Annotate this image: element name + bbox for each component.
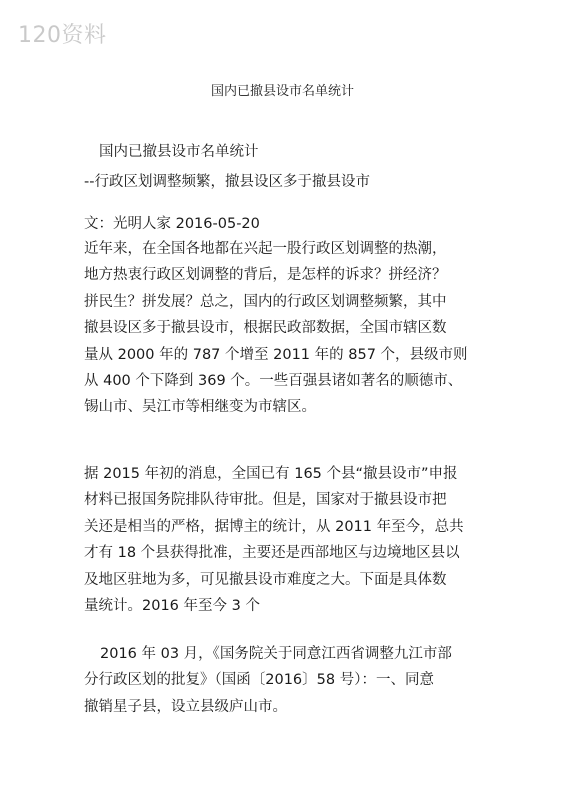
paragraph-line: 2016 年 03 月，《国务院关于同意江西省调整九江市部 [100,646,452,662]
paragraph-line: 地方热衷行政区划调整的背后，是怎样的诉求？拼经济？ [84,267,447,284]
paragraph-2016-entry [84,641,504,720]
byline: 文：光明人家 2016-05-20 [84,216,260,232]
watermark: 120资料 [18,23,107,48]
paragraph-statistics [84,461,504,619]
paragraph-line: 分行政区划的批复》（国函〔2016〕58 号）：一、同意 [84,672,434,689]
paragraph-line: 量统计。2016 年至今 3 个 [84,598,260,615]
paragraph-line: 及地区驻地为多，可见撤县设市难度之大。下面是具体数 [84,571,447,588]
paragraph-line: 量从 2000 年的 787 个增至 2011 年的 857 个，县级市则 [84,346,468,363]
paragraph-line: 拼民生？拼发展？总之，国内的行政区划调整频繁，其中 [84,293,447,310]
paragraph-line: 撤销星子县，设立县级庐山市。 [84,698,287,715]
paragraph-line: 材料已报国务院排队待审批。但是，国家对于撤县设市把 [84,492,447,509]
article-subheading: --行政区划调整频繁，撤县设区多于撤县设市 [84,174,370,190]
paragraph-line: 锡山市、吴江市等相继变为市辖区。 [84,399,316,416]
paragraph-line: 关还是相当的严格，据博主的统计，从 2011 年至今，总共 [84,518,464,535]
article-heading: 国内已撤县设市名单统计 [99,144,259,160]
paragraph-line: 近年来，在全国各地都在兴起一股行政区划调整的热潮， [84,241,447,257]
paragraph-line: 才有 18 个县获得批准，主要还是西部地区与边境地区县以 [84,545,460,562]
paragraph-line: 据 2015 年初的消息，全国已有 165 个县“撤县设市”申报 [84,466,458,482]
paragraph-line: 从 400 个下降到 369 个。一些百强县诸如著名的顺德市、 [84,373,463,390]
document-title: 国内已撤县设市名单统计 [210,84,354,99]
paragraph-line: 撤县设区多于撤县设市，根据民政部数据，全国市辖区数 [84,320,447,337]
paragraph-intro [84,236,504,421]
